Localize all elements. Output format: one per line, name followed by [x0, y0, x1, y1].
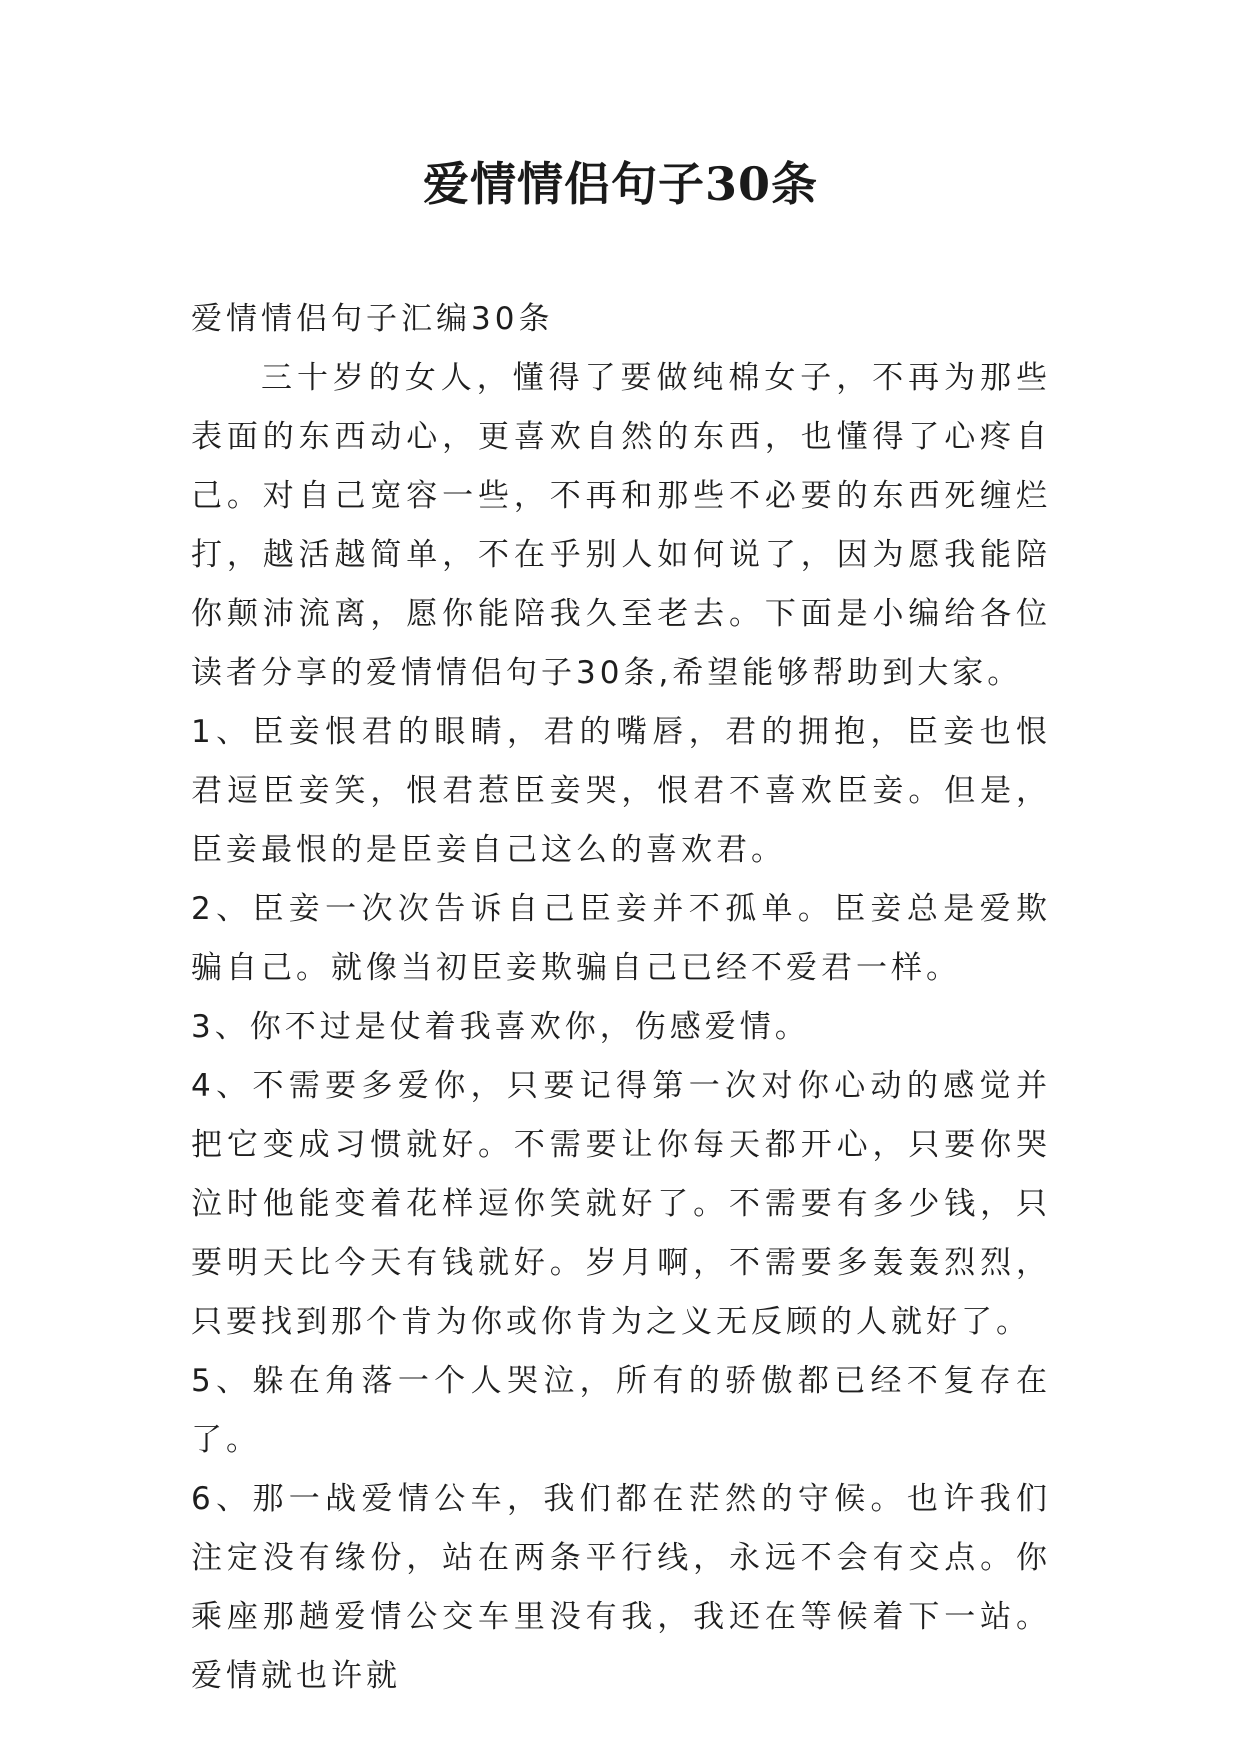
document-body	[191, 290, 1051, 1706]
list-item: 3、你不过是仗着我喜欢你，伤感爱情。	[191, 1009, 810, 1045]
list-item: 2、臣妾一次次告诉自己臣妾并不孤单。臣妾总是爱欺骗自己。就像当初臣妾欺骗自己已经不爱君一样。	[191, 891, 1051, 986]
list-item: 4、不需要多爱你，只要记得第一次对你心动的感觉并把它变成习惯就好。不需要让你每天都开心，只要你哭泣时他能变着花样逗你笑就好了。不需要有多少钱，只要明天比今天有钱就好。岁月啊，不需要多轰轰烈烈，只要找到那个肯为你或你肯为之义无反顾的人就好了。	[191, 1068, 1051, 1340]
list-item: 5、躲在角落一个人哭泣，所有的骄傲都已经不复存在了。	[191, 1363, 1051, 1458]
document-title: 爱情情侣句子30条	[422, 157, 818, 211]
list-item: 1、臣妾恨君的眼睛，君的嘴唇，君的拥抱，臣妾也恨君逗臣妾笑，恨君惹臣妾哭，恨君不喜欢臣妾。但是，臣妾最恨的是臣妾自己这么的喜欢君。	[191, 714, 1051, 868]
list-item: 6、那一战爱情公车，我们都在茫然的守候。也许我们注定没有缘份，站在两条平行线，永远不会有交点。你乘座那趟爱情公交车里没有我，我还在等候着下一站。爱情就也许就	[191, 1481, 1051, 1694]
intro-paragraph: 三十岁的女人，懂得了要做纯棉女子，不再为那些表面的东西动心，更喜欢自然的东西，也懂得了心疼自己。对自己宽容一些，不再和那些不必要的东西死缠烂打，越活越简单，不在乎别人如何说了，因为愿我能陪你颠沛流离，愿你能陪我久至老去。下面是小编给各位读者分享的爱情情侣句子30条,希望能够帮助到大家。	[191, 360, 1051, 691]
document-subtitle: 爱情情侣句子汇编30条	[191, 301, 554, 337]
